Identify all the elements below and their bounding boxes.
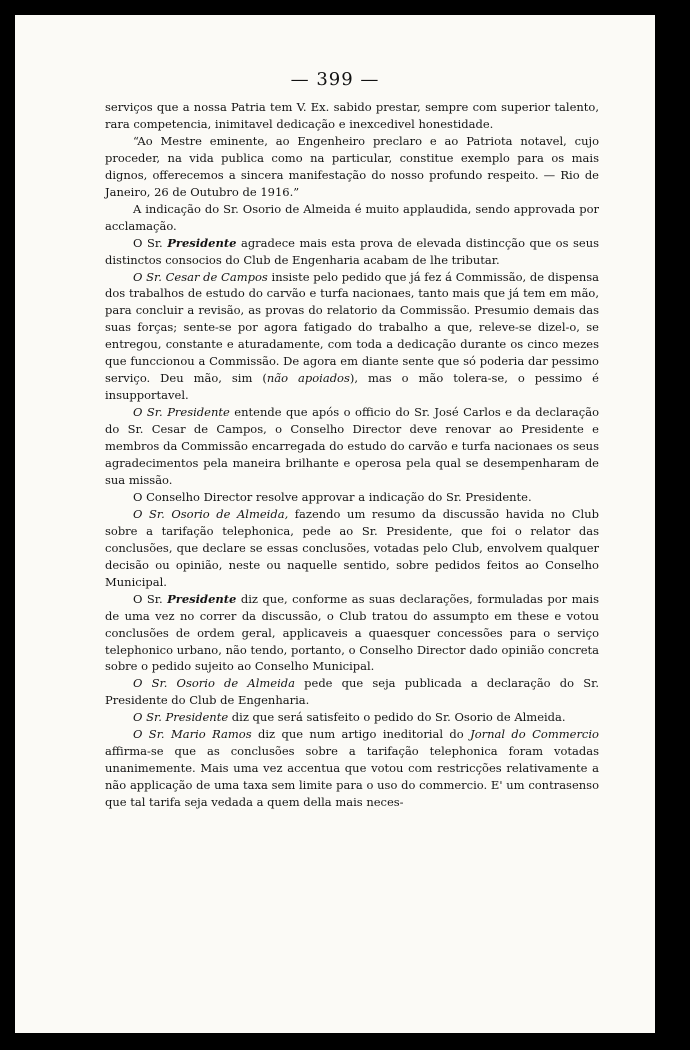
paragraph	[105, 201, 599, 235]
text-run: O Sr.	[133, 727, 171, 742]
text-run: diz que será satisfeito o pedido do Sr. Osorio de Almeida.	[228, 710, 566, 725]
text-run: serviços que a nossa Patria tem V. Ex. sabido prestar, sempre com superior talento, rara competencia, inimitavel dedicação e inexcedivel honestidade.	[105, 100, 599, 131]
text-run: O Sr.	[133, 710, 166, 725]
text-run: Presidente	[167, 591, 237, 606]
text-run: Presidente	[165, 710, 229, 725]
paragraph	[105, 235, 599, 269]
text-run: Cesar de Campos	[165, 269, 268, 284]
text-run: agradece mais esta prova de elevada distincção que os seus distinctos consocios do Club de Engenharia acabam de lhe tributar.	[105, 235, 599, 267]
paragraph	[105, 99, 599, 133]
text-run: O Sr.	[133, 269, 166, 284]
text-run: entende que após o officio do Sr. José Carlos e da declaração do Sr. Cesar de Campos, o Conselho Director deve renovar ao Presidente e membros da Commissão encarregada do estudo do carvão e turfa nacionaes os seus agradecimentos pela maneira brilhante e operosa pela qual se desempenharam de sua missão.	[105, 405, 599, 487]
text-run: não apoiados	[266, 371, 350, 386]
paragraph	[105, 675, 599, 709]
paragraph	[105, 506, 599, 591]
text-run: Mario Ramos	[170, 727, 252, 742]
text-run: O Sr.	[133, 405, 168, 420]
paragraph	[105, 404, 599, 489]
text-run: insiste pelo pedido que já fez á Commissão, de dispensa dos trabalhos de estudo do carvão e turfa nacionaes, tanto mais que já tem em mão, para concluir a revisão, as provas do relatorio da Commissão. Presumio demais das suas forças; sente-se por agora fatigado do trabalho a que, releve-se dizel-o, se entregou, constante e aturadamente, com toda a dedicação durante os cinco mezes que funccionou a Commissão. De agora em diante sente que só poderia dar pessimo serviço. Deu mão, sim (	[105, 269, 599, 386]
text-run: diz que num artigo ineditorial do	[251, 727, 471, 742]
text-run: O Sr.	[133, 676, 177, 691]
paragraph	[105, 133, 599, 201]
document-page	[15, 15, 655, 1033]
paragraph	[105, 726, 599, 811]
text-run: fazendo um resumo da discussão havida no Club sobre a tarifação telephonica, pede ao Sr. Presidente, que foi o relator das conclusões, que declare se essas conclusões, votadas pelo Club, envolvem qualquer decisão ou opinião, neste ou naquelle sentido, sobre pedidos feitos ao Conselho Municipal.	[105, 506, 599, 589]
paragraph	[105, 591, 599, 676]
text-run: Jornal do Commercio	[470, 727, 599, 742]
paragraph	[105, 269, 599, 405]
text-run: A indicação do Sr. Osorio de Almeida é muito applaudida, sendo approvada por acclamação.	[105, 201, 599, 233]
text-run: diz que, conforme as suas declarações, formuladas por mais de uma vez no correr da discussão, o Club tratou do assumpto em these e votou conclusões de ordem geral, applicaveis a quaesquer concessões para o serviço telephonico urbano, não tendo, portanto, o Conselho Director dado opinião concreta sobre o pedido sujeito ao Conselho Municipal.	[105, 591, 599, 674]
text-run: O Sr.	[133, 506, 172, 521]
text-run: “Ao Mestre eminente, ao Engenheiro preclaro e ao Patriota notavel, cujo proceder, na vida publica como na particular, constitue exemplo para os mais dignos, offerecemos a sincera manifestação do nosso profundo respeito. — Rio de Janeiro, 26 de Outubro de 1916.”	[105, 133, 599, 199]
text-run: O Sr.	[133, 235, 168, 250]
text-run: pede que seja publicada a declaração do Sr. Presidente do Club de Engenharia.	[105, 676, 599, 708]
text-run: O Sr.	[133, 591, 168, 606]
text-run: Osorio de Almeida,	[171, 506, 289, 521]
paragraph	[105, 489, 599, 506]
text-run: affirma-se que as conclusões sobre a tarifação telephonica foram votadas unanimemente. Mais uma vez accentua que votou com restricções relativamente a não applicação de uma taxa sem limite para o uso do commercio. E' um contrasenso que tal tarifa seja vedada a quem della mais neces-	[105, 744, 599, 810]
body-text	[105, 99, 599, 811]
text-run: Osorio de Almeida	[176, 676, 295, 691]
text-run: O Conselho Director resolve approvar a indicação do Sr. Presidente.	[133, 489, 532, 504]
page-number: — 399 —	[290, 69, 380, 90]
paragraph	[105, 709, 599, 726]
text-run: ), mas o mão tolera-se, o pessimo é insupportavel.	[105, 371, 599, 403]
text-run: Presidente	[167, 405, 230, 420]
text-run: Presidente	[167, 235, 237, 250]
